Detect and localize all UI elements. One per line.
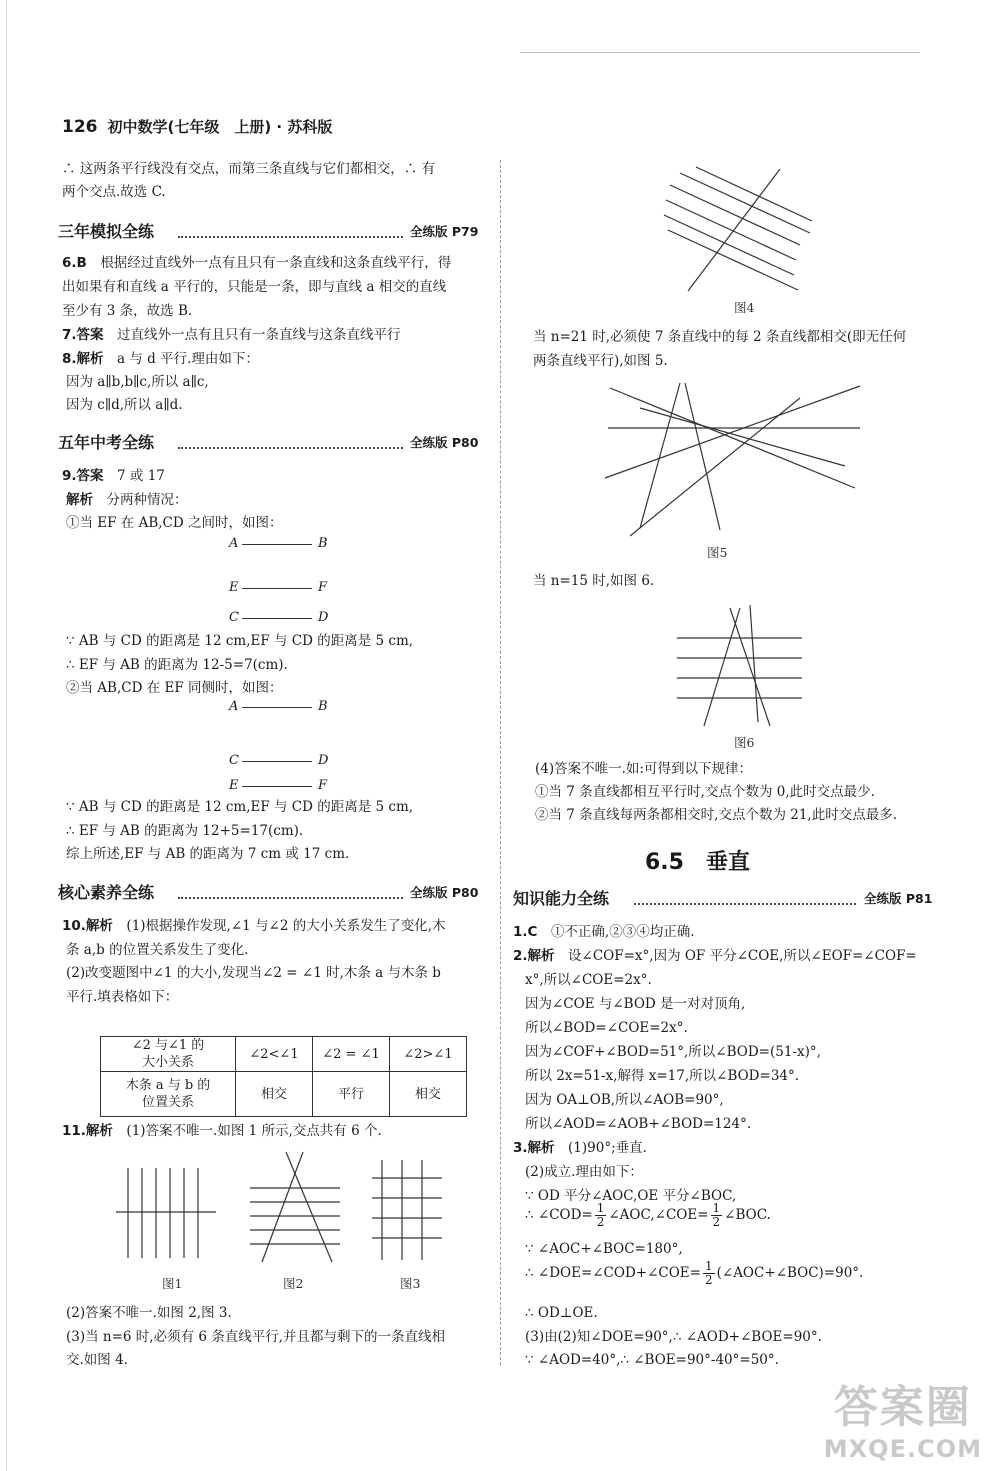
label-a: A [229,699,239,714]
q6-line-2: 出如果有和直线 a 平行的，只能是一条，即与直线 a 相交的直线 [62,279,447,295]
q6-line-3: 至少有 3 条，故选 B. [62,303,193,319]
section-leader [178,447,403,449]
segment-cd [242,618,312,619]
r-q3-line-6: (3)由(2)知∠DOE=90°,∴ ∠AOD+∠BOE=90°. [525,1329,822,1345]
label-c: C [229,610,239,625]
p15-line: 当 n=15 时,如图 6. [533,573,655,589]
q10-line-3: (2)改变题图中∠1 的大小,发现当∠2 = ∠1 时,木条 a 与木条 b [66,965,441,981]
table-row [101,1072,467,1117]
table-cell: 木条 a 与 b 的 位置关系 [101,1072,236,1117]
section-ref-p80: 全练版 P80 [410,885,479,900]
page-number: 126 [62,117,98,137]
r-q2-line-7: 因为 OA⊥OB,所以∠AOB=90°, [525,1092,724,1108]
relation-table [100,1036,467,1117]
p21-line-2: 两条直线平行),如图 5. [533,353,668,369]
page-edge-shadow [6,0,7,1471]
figure-6 [672,600,807,730]
section-ref-p81: 全练版 P81 [864,891,933,906]
segment-cd [242,761,312,762]
section-ref-p79: 全练版 P79 [410,224,479,239]
section-leader [634,903,856,905]
section-title-wunian: 五年中考全练 [58,433,155,452]
figure-3 [372,1160,442,1260]
label-a: A [229,536,239,551]
fraction-half: $\frac{1}{2}$ [596,1201,605,1229]
p4-line-1: (4)答案不唯一.如:可得到以下规律： [535,761,752,777]
table-row [101,1037,467,1072]
label-b: B [318,536,328,551]
section-heading-6-5: 6.5 垂直 [645,850,750,875]
r-q2-line-6: 所以 2x=51-x,解得 x=17,所以∠BOD=34°. [525,1068,800,1084]
section-title-sannian: 三年模拟全练 [58,222,155,241]
label-d: D [318,610,329,625]
fraction-half: $\frac{1}{2}$ [704,1259,713,1287]
q11-line-1: 11.解析 (1)答案不唯一.如图 1 所示,交点共有 6 个. [62,1123,382,1139]
r-q2-line-2: x°,所以∠COE=2x°. [525,972,652,988]
r-q2-line-4: 所以∠BOD=∠COE=2x°. [525,1020,688,1036]
q9-line-4: ∵ AB 与 CD 的距离是 12 cm,EF 与 CD 的距离是 5 cm, [66,799,414,815]
fraction-half: $\frac{1}{2}$ [712,1201,721,1229]
q10-line-1: 10.解析 (1)根据操作发现,∠1 与∠2 的大小关系发生了变化,木 [62,918,446,934]
q9-line-1: ∵ AB 与 CD 的距离是 12 cm,EF 与 CD 的距离是 5 cm, [66,633,414,649]
caption-fig6: 图6 [734,735,755,750]
caption-fig3: 图3 [400,1276,421,1291]
q10-line-4: 平行.填表格如下： [66,989,179,1005]
r-q3-line-3: ∵ OD 平分∠AOC,OE 平分∠BOC, [525,1188,737,1204]
r-q1: 1.C ①不正确,②③④均正确. [513,924,695,940]
label-f: F [318,580,328,595]
page-header [62,116,332,137]
q8-line-1: 8.解析 a 与 d 平行.理由如下： [62,351,259,367]
q9-case-1: ①当 EF 在 AB,CD 之间时，如图： [66,515,283,531]
label-d: D [318,753,329,768]
caption-fig5: 图5 [707,545,728,560]
figure-1 [116,1168,216,1258]
caption-fig1: 图1 [162,1276,183,1291]
r-q3-line-4: ∵ ∠AOC+∠BOC=180°, [525,1241,683,1257]
figure-2 [250,1152,340,1262]
column-divider [500,160,501,1365]
label-f: F [318,778,328,793]
watermark-logo: 答案圈 MXQE.COM [823,1382,982,1463]
section-ref-p80: 全练版 P80 [410,435,479,450]
q7-line: 7.答案 过直线外一点有且只有一条直线与这条直线平行 [62,327,401,343]
segment-ab [242,544,312,545]
q11-line-2: (2)答案不唯一.如图 2,图 3. [66,1305,232,1321]
q11-line-4: 交.如图 4. [66,1352,128,1368]
q9-line-5: ∴ EF 与 AB 的距离为 12+5=17(cm). [66,823,304,839]
label-e: E [229,778,239,793]
q9-line-3: ②当 AB,CD 在 EF 同侧时，如图： [66,680,283,696]
r-q3-line-1: 3.解析 (1)90°;垂直. [513,1140,647,1156]
r-q2-line-5: 因为∠COF+∠BOD=51°,所以∠BOD=(51-x)°, [525,1044,821,1060]
section-leader [178,236,403,238]
r-q2-line-1: 2.解析 设∠COF=x°,因为 OF 平分∠COE,所以∠EOF=∠COF= [513,948,917,964]
q9-line-6: 综上所述,EF 与 AB 的距离为 7 cm 或 17 cm. [66,846,350,862]
r-q3-fraction-line-1: ∴ ∠COD= $\frac{1}{2}$ ∠AOC,∠COE= $\frac{1}{2}$ ∠BOC. [525,1201,771,1229]
p4-line-3: ②当 7 条直线每两条都相交时,交点个数为 21,此时交点最多. [535,807,898,823]
q9-answer: 9.答案 7 或 17 [62,468,165,484]
p4-line-2: ①当 7 条直线都相互平行时,交点个数为 0,此时交点最少. [535,784,875,800]
p21-line-1: 当 n=21 时,必须使 7 条直线中的每 2 条直线都相交(即无任何 [533,329,907,345]
segment-ef [242,588,312,589]
label-c: C [229,753,239,768]
q8-line-2: 因为 a∥b,b∥c,所以 a∥c, [66,374,209,390]
q8-line-3: 因为 c∥d,所以 a∥d. [66,397,183,413]
table-cell: ∠2 = ∠1 [313,1037,390,1072]
r-q3-line-7: ∵ ∠AOD=40°,∴ ∠BOE=90°-40°=50°. [525,1352,779,1368]
r-q3-line-2: (2)成立.理由如下： [525,1164,643,1180]
r-q3-line-5: ∴ OD⊥OE. [525,1305,598,1321]
section-title-hexin: 核心素养全练 [58,883,155,902]
q10-line-2: 条 a,b 的位置关系发生了变化. [66,942,249,958]
figure-5 [600,378,865,538]
table-cell: 相交 [236,1072,313,1117]
caption-fig4: 图4 [734,300,755,315]
table-cell: 平行 [313,1072,390,1117]
table-cell: ∠2<∠1 [236,1037,313,1072]
q9-analysis: 解析 分两种情况： [66,492,188,508]
book-title: 初中数学(七年级 上册) · 苏科版 [107,118,333,136]
label-b: B [318,699,328,714]
intro-line-1: ∴ 这两条平行线没有交点，而第三条直线与它们都相交，∴ 有 [62,161,436,177]
figure-4 [660,165,815,295]
caption-fig2: 图2 [283,1276,304,1291]
table-cell: ∠2 与∠1 的 大小关系 [101,1037,236,1072]
q11-line-3: (3)当 n=6 时,必须有 6 条直线平行,并且都与剩下的一条直线相 [66,1329,446,1345]
q6-line-1: 6.B 根据经过直线外一点有且只有一条直线和这条直线平行，得 [62,255,452,271]
section-leader [178,897,403,899]
top-rule [520,52,920,53]
table-cell: ∠2>∠1 [390,1037,467,1072]
q9-line-2: ∴ EF 与 AB 的距离为 12-5=7(cm). [66,657,288,673]
r-q3-fraction-line-2: ∴ ∠DOE=∠COD+∠COE= $\frac{1}{2}$ (∠AOC+∠BOC)=90°. [525,1259,864,1287]
intro-line-2: 两个交点.故选 C. [62,184,166,200]
r-q2-line-3: 因为∠COE 与∠BOD 是一对对顶角, [525,996,746,1012]
table-cell: 相交 [390,1072,467,1117]
r-q2-line-8: 所以∠AOD=∠AOB+∠BOD=124°. [525,1116,752,1132]
label-e: E [229,580,239,595]
section-title-zhishi: 知识能力全练 [513,889,610,908]
segment-ef [242,786,312,787]
figures-1-3 [110,1150,460,1270]
segment-ab [242,707,312,708]
